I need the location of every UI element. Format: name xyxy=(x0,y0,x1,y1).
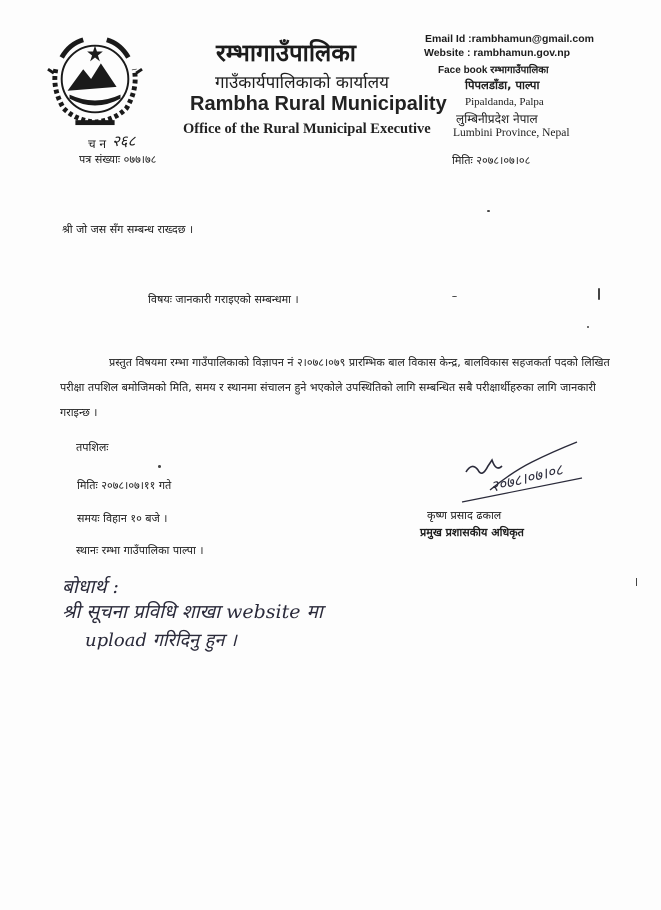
letter-date: मितिः २०७८।०७।०८ xyxy=(452,154,531,167)
province-nepali: लुम्बिनीप्रदेश नेपाल xyxy=(456,112,538,126)
signature-date-handwritten: २०७८।०७।०८ xyxy=(488,460,565,496)
body-paragraph xyxy=(60,350,620,425)
municipality-name-english: Rambha Rural Municipality xyxy=(190,93,447,115)
municipality-name-nepali: रम्भागाउँपालिका xyxy=(216,39,356,67)
dispatch-number-handwritten: २६८ xyxy=(112,132,136,150)
subject-line: विषयः जानकारी गराइएको सम्बन्धमा । xyxy=(148,293,299,306)
office-name-english: Office of the Rural Municipal Executive xyxy=(183,121,431,137)
scan-speck xyxy=(636,578,637,586)
letter-number: पत्र संख्याः ०७७।७८ xyxy=(79,153,157,166)
office-name-nepali: गाउँकार्यपालिकाको कार्यालय xyxy=(215,73,390,93)
exam-place: स्थानः रम्भा गाउँपालिका पाल्पा । xyxy=(76,544,204,557)
handwritten-signature xyxy=(452,432,592,512)
handwritten-note-line: श्री सूचना प्रविधि शाखा website मा xyxy=(62,601,323,623)
scan-speck xyxy=(587,326,589,328)
dispatch-number-label: च न xyxy=(88,137,107,151)
scan-speck xyxy=(598,288,600,300)
scan-speck xyxy=(158,465,161,468)
address-nepali: पिपलडाँडा, पाल्पा xyxy=(465,78,540,92)
address-english: Pipaldanda, Palpa xyxy=(465,96,544,108)
contact-email: Email Id :rambhamun@gmail.com xyxy=(425,33,594,45)
handwritten-note-heading: बोधार्थ : xyxy=(62,576,119,598)
details-heading: तपशिलः xyxy=(76,441,109,454)
scan-speck xyxy=(452,296,457,297)
signatory-title: प्रमुख प्रशासकीय अधिकृत xyxy=(420,526,524,539)
body-paragraph-text: प्रस्तुत विषयमा रम्भा गाउँपालिकाको विज्ञापन नं २।०७८।०७९ प्रारम्भिक बाल विकास केन्द्र, बालविकास सहजकर्ता पदको लिखित परीक्षा तपशिल बमोजिमको मिति, समय र स्थानमा संचालन हुने भएकोले उपस्थितिको लागि सम्बन्धित सबै परीक्षार्थीहरुका लागि जानकारी गराइन्छ । xyxy=(60,356,610,419)
contact-website: Website : rambhamun.gov.np xyxy=(424,47,571,59)
exam-time: समयः विहान १० बजे । xyxy=(77,512,168,525)
signatory-name: कृष्ण प्रसाद ढकाल xyxy=(427,509,502,522)
province-english: Lumbini Province, Nepal xyxy=(453,127,570,139)
scan-speck xyxy=(487,210,490,212)
salutation: श्री जो जस सँग सम्बन्ध राख्दछ । xyxy=(62,223,194,236)
handwritten-note-line: upload गरिदिनु हुन । xyxy=(85,630,237,651)
municipality-emblem-logo xyxy=(46,30,144,128)
exam-date: मितिः २०७८।०७।११ गते xyxy=(77,479,172,492)
contact-facebook: Face book रम्भागाउँपालिका xyxy=(438,65,549,76)
